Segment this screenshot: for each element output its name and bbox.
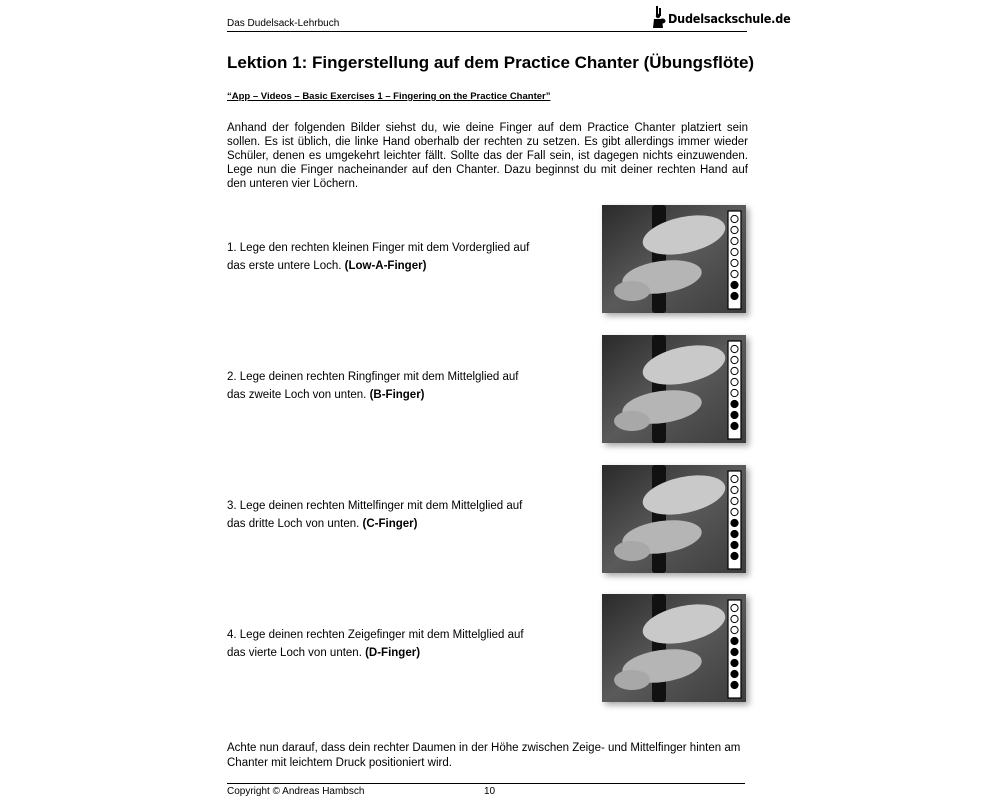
covered-hole xyxy=(731,637,738,644)
thumb-shape xyxy=(614,411,650,431)
open-hole xyxy=(731,270,738,277)
covered-hole xyxy=(731,681,738,688)
logo-text: Dudelsackschule.de xyxy=(668,10,791,26)
open-hole xyxy=(731,215,738,222)
open-hole xyxy=(731,604,738,611)
photo-illustration xyxy=(602,205,746,313)
covered-hole xyxy=(731,648,738,655)
step-2-line-2: das zweite Loch von unten. xyxy=(227,389,370,401)
covered-hole xyxy=(731,659,738,666)
lesson-title: Lektion 1: Fingerstellung auf dem Practice Chanter (Übungsflöte) xyxy=(227,53,755,72)
step-1-note-label: (Low-A-Finger) xyxy=(344,260,427,272)
thumb-shape xyxy=(614,670,650,690)
open-hole xyxy=(731,626,738,633)
open-hole xyxy=(731,248,738,255)
open-hole xyxy=(731,378,738,385)
page-number: 10 xyxy=(484,786,496,797)
site-logo[interactable] xyxy=(650,6,791,30)
covered-hole xyxy=(731,292,738,299)
step-1-text xyxy=(227,239,587,275)
photo-illustration xyxy=(602,594,746,702)
open-hole xyxy=(731,475,738,482)
open-hole xyxy=(731,345,738,352)
step-3-text xyxy=(227,497,587,533)
step-4-line-1: 4. Lege deinen rechten Zeigefinger mit dem Mittelglied auf xyxy=(227,629,524,641)
open-hole xyxy=(731,237,738,244)
chanter-pipe xyxy=(652,465,666,573)
chanter-pipe xyxy=(652,594,666,702)
step-3-note-label: (C-Finger) xyxy=(362,518,418,530)
low-a-finger-photo xyxy=(602,205,746,313)
open-hole xyxy=(731,486,738,493)
open-hole xyxy=(731,259,738,266)
step-1-line-1: 1. Lege den rechten kleinen Finger mit dem Vorderglied auf xyxy=(227,242,530,254)
covered-hole xyxy=(731,519,738,526)
footer-divider xyxy=(227,783,745,784)
step-2-line-1: 2. Lege deinen rechten Ringfinger mit dem Mittelglied auf xyxy=(227,371,519,383)
step-3-line-2: das dritte Loch von unten. xyxy=(227,518,363,530)
open-hole xyxy=(731,615,738,622)
open-hole xyxy=(731,508,738,515)
covered-hole xyxy=(731,670,738,677)
open-hole xyxy=(731,367,738,374)
photo-illustration xyxy=(602,465,746,573)
d-finger-photo xyxy=(602,594,746,702)
covered-hole xyxy=(731,541,738,548)
header-divider xyxy=(227,31,747,32)
c-finger-photo xyxy=(602,465,746,573)
covered-hole xyxy=(731,281,738,288)
chanter-pipe xyxy=(652,205,666,313)
covered-hole xyxy=(731,422,738,429)
step-4-text xyxy=(227,626,587,662)
open-hole xyxy=(731,497,738,504)
book-title: Das Dudelsack-Lehrbuch xyxy=(227,18,340,29)
open-hole xyxy=(731,389,738,396)
video-reference: “App – Videos – Basic Exercises 1 – Fingering on the Practice Chanter” xyxy=(227,91,551,102)
chanter-pipe xyxy=(652,335,666,443)
outro-paragraph: Achte nun darauf, dass dein rechter Daumen in der Höhe zwischen Zeige- und Mittelfinger hinten am Chanter mit leichtem Druck positioniert wird. xyxy=(227,742,741,769)
covered-hole xyxy=(731,400,738,407)
covered-hole xyxy=(731,411,738,418)
copyright-text: Copyright © Andreas Hambsch xyxy=(227,786,365,797)
thumb-shape xyxy=(614,281,650,301)
step-4-note-label: (D-Finger) xyxy=(365,647,421,659)
step-1-line-2: das erste untere Loch. xyxy=(227,260,345,272)
b-finger-photo xyxy=(602,335,746,443)
step-4-line-2: das vierte Loch von unten. xyxy=(227,647,366,659)
step-2-text xyxy=(227,368,587,404)
step-3-line-1: 3. Lege deinen rechten Mittelfinger mit dem Mittelglied auf xyxy=(227,500,523,512)
bagpiper-icon xyxy=(650,6,666,30)
open-hole xyxy=(731,226,738,233)
covered-hole xyxy=(731,530,738,537)
covered-hole xyxy=(731,552,738,559)
open-hole xyxy=(731,356,738,363)
step-2-note-label: (B-Finger) xyxy=(369,389,425,401)
photo-illustration xyxy=(602,335,746,443)
thumb-shape xyxy=(614,541,650,561)
intro-paragraph: Anhand der folgenden Bilder siehst du, wie deine Finger auf dem Practice Chanter platziert sein sollen. Es ist üblich, die linke Hand oberhalb der rechten zu setzen. Es gibt allerdings immer wieder Schüler, denen es umgekehrt leichter fällt. Sollte das der Fall sein, ist dagegen nichts einzuwenden. Lege nun die Finger nacheinander auf den Chanter. Dazu beginnst du mit deiner rechten Hand auf den unteren vier Löchern. xyxy=(227,122,748,190)
